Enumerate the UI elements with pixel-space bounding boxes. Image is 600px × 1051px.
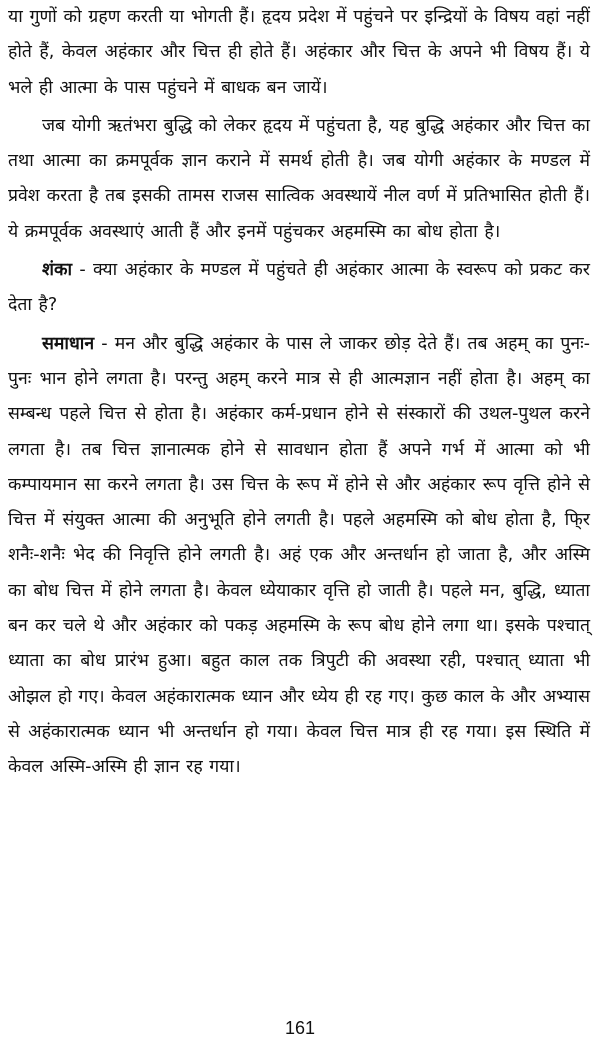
page-number: 161: [284, 1018, 316, 1038]
paragraph-2: [8, 109, 590, 250]
doubt-text: - क्या अहंकार के मण्डल में पहुंचते ही अहंकार आत्मा के स्वरूप को प्रकट कर देता है?: [8, 260, 590, 316]
paragraph-doubt: [8, 253, 590, 324]
paragraph-1-text: या गुणों को ग्रहण करती या भोगती हैं। हृदय प्रदेश में पहुंचने पर इन्द्रियों के विषय वहां नहीं होते हैं, केवल अहंकार और चित्त ही होते हैं। अहंकार और चित्त के अपने भी विषय हैं। ये भले ही आत्मा के पास पहुंचने में बाधक बन जायें।: [8, 7, 590, 98]
paragraph-2-text: जब योगी ऋतंभरा बुद्धि को लेकर हृदय में पहुंचता है, यह बुद्धि अहंकार और चित्त का तथा आत्मा का क्रमपूर्वक ज्ञान कराने में समर्थ होती है। जब योगी अहंकार के मण्डल में प्रवेश करता है तब इसकी तामस राजस सात्विक अवस्थायें नील वर्ण में प्रतिभासित होती हैं। ये क्रमपूर्वक अवस्थाएं आती हैं और इनमें पहुंचकर अहमस्मि का बोध होता है।: [8, 115, 590, 242]
doubt-label: शंका: [42, 260, 73, 281]
paragraph-1: [8, 0, 590, 106]
solution-label: समाधान: [42, 333, 95, 354]
paragraph-solution: [8, 327, 590, 786]
solution-text: - मन और बुद्धि अहंकार के पास ले जाकर छोड़ देते हैं। तब अहम् का पुनः-पुनः भान होने लगता है। परन्तु अहम् करने मात्र से ही आत्मज्ञान नहीं होता है। अहम् का सम्बन्ध पहले चित्त से होता है। अहंकार कर्म-प्रधान होने से संस्कारों की उथल-पुथल करने लगता है। तब चित्त ज्ञानात्मक होने से सावधान होता हैं अपने गर्भ में आत्मा को भी कम्पायमान सा करने लगता है। उस चित्त के रूप में होने से और अहंकार रूप वृत्ति होने से चित्त में संयुक्त आत्मा की अनुभूति होने लगती है। पहले अहमस्मि को बोध होता है, फि्र शनैः-शनैः भेद की निवृत्ति होने लगती है। अहं एक और अन्तर्धान हो जाता है, और अस्मि का बोध चित्त में होने लगता है। केवल ध्येयाकार वृत्ति हो जाती है। पहले मन, बुद्धि, ध्याता बन कर चले थे और अहंकार को पकड़ अहमस्मि के रूप बोध होने लगा था। इसके पश्चात् ध्याता का बोध प्रारंभ हुआ। बहुत काल तक त्रिपुटी की अवस्था रही, पश्चात् ध्याता भी ओझल हो गए। केवल अहंकारात्मक ध्यान और ध्येय ही रह गए। कुछ काल के और अभ्यास से अहंकारात्मक ध्यान भी अन्तर्धान हो गया। केवल चित्त मात्र ही रह गया। इस स्थिति में केवल अस्मि-अस्मि ही ज्ञान रह गया।: [8, 333, 590, 778]
